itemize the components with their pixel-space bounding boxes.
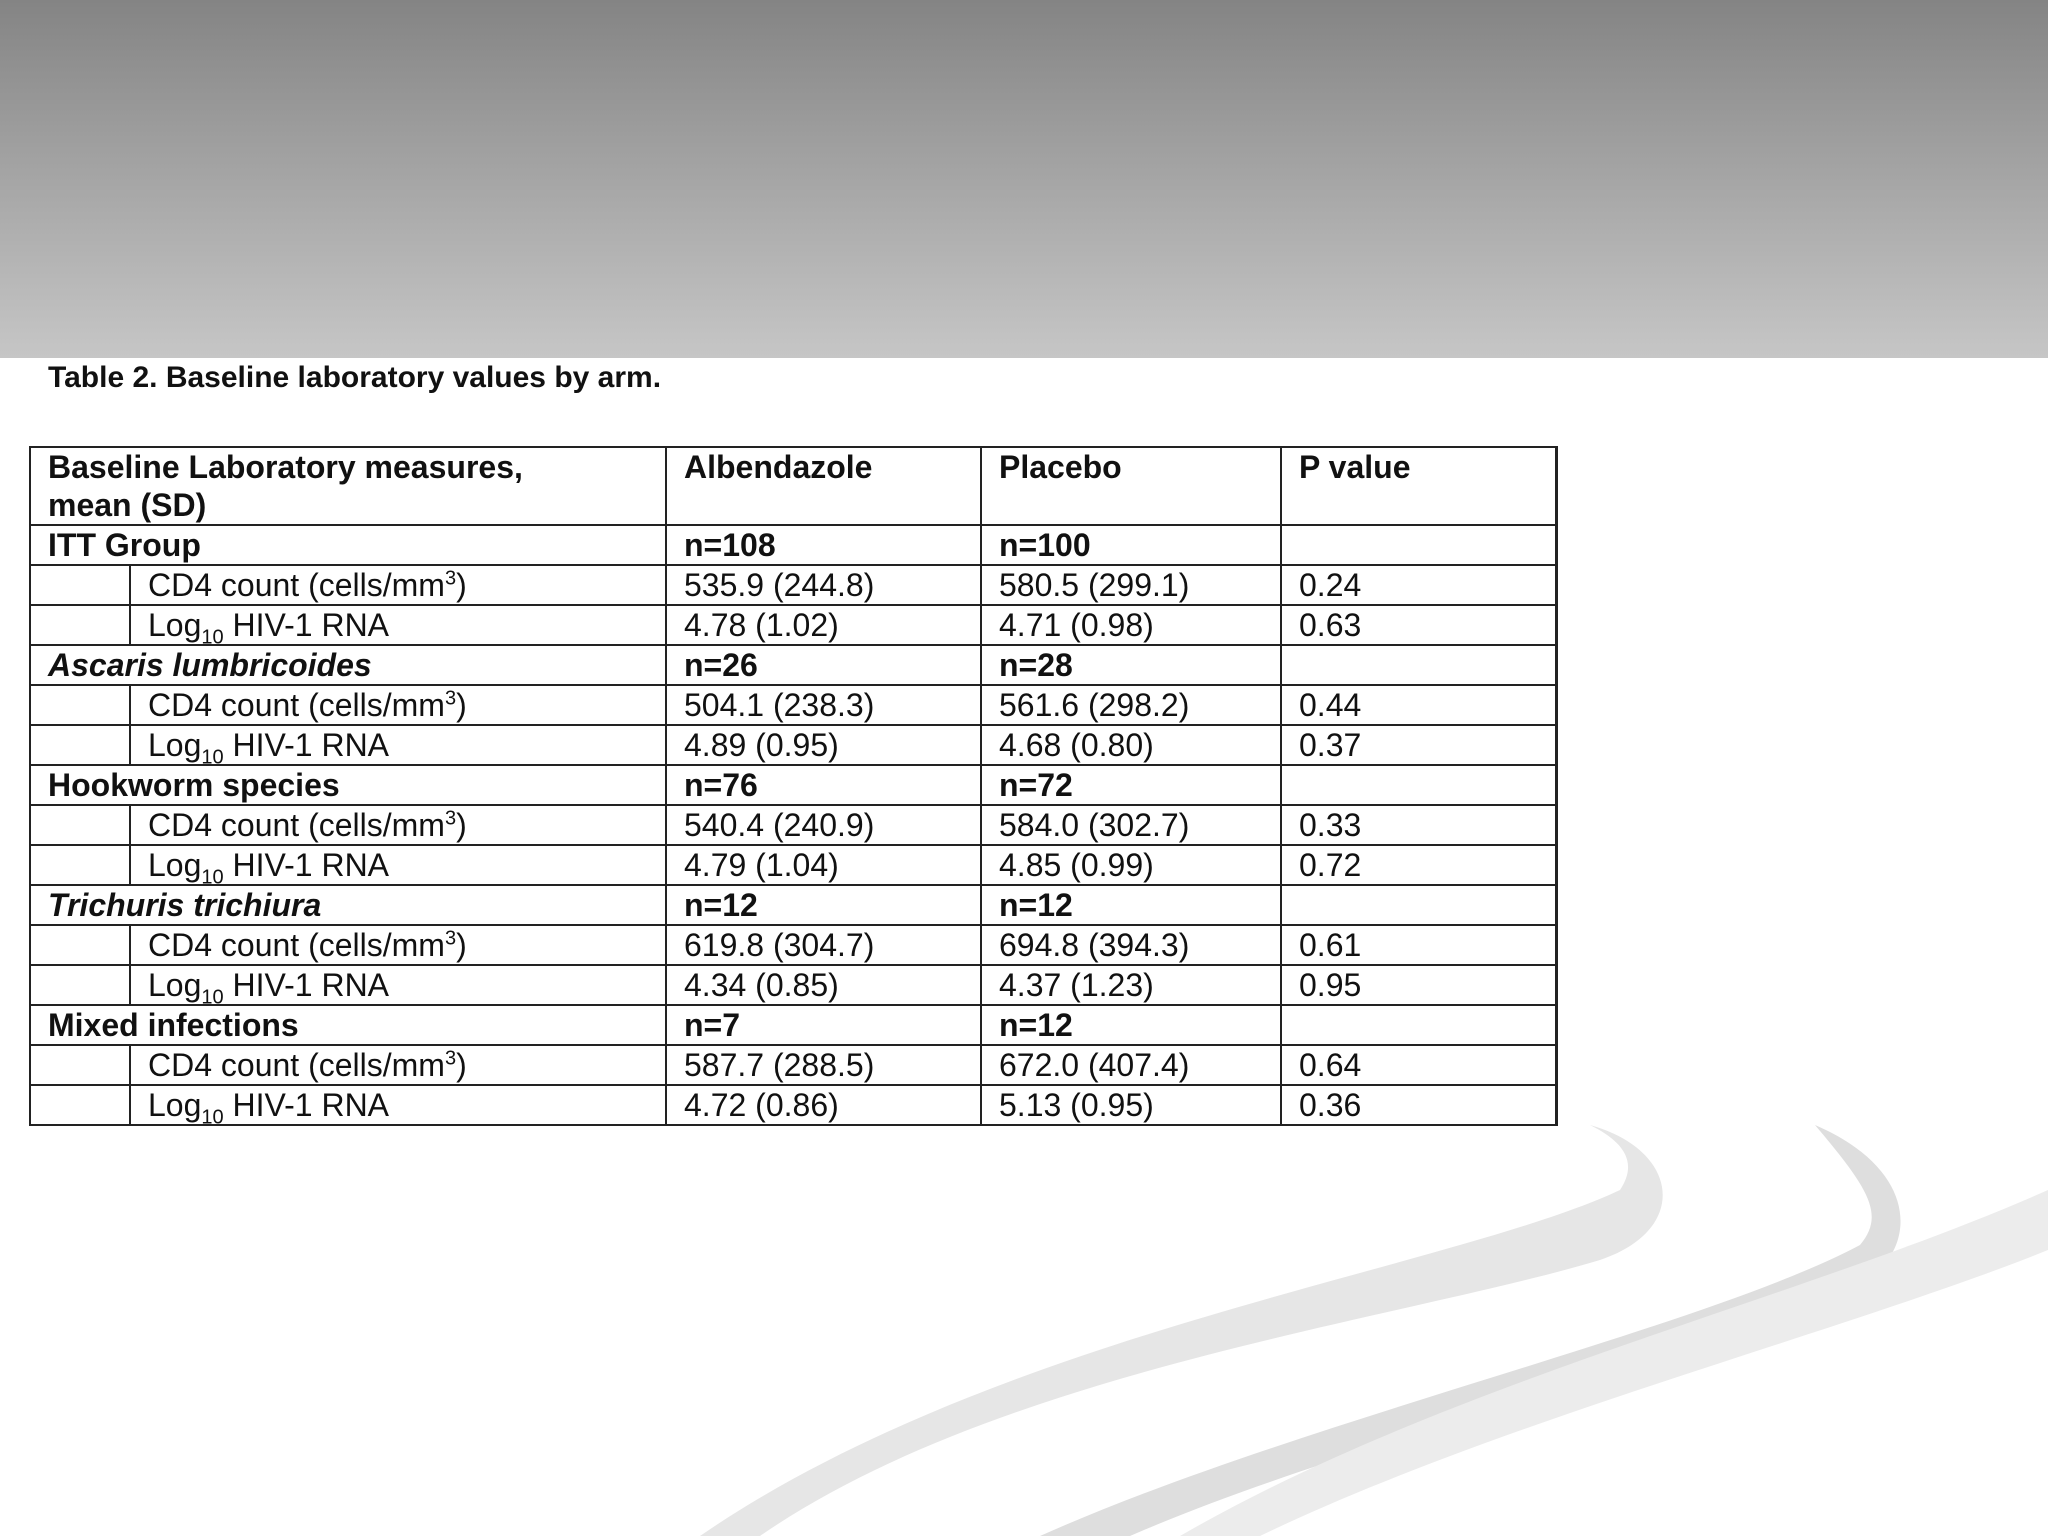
table-row-rna [30, 605, 1556, 645]
group-n-albendazole: n=108 [666, 525, 981, 565]
group-p-empty [1281, 885, 1556, 925]
baseline-lab-table [29, 446, 1558, 1126]
rna-label-prefix: Log [148, 967, 202, 1003]
group-p-empty [1281, 765, 1556, 805]
table-row-rna [30, 725, 1556, 765]
rna-label [130, 965, 666, 1005]
table-row-rna [30, 845, 1556, 885]
cd4-label-prefix: CD4 count (cells/mm [148, 927, 445, 963]
group-name: Mixed infections [30, 1005, 666, 1045]
cd4-label [130, 685, 666, 725]
cd4-placebo-value: 561.6 (298.2) [981, 685, 1281, 725]
cd4-p-value: 0.33 [1281, 805, 1556, 845]
cd4-albendazole-value: 587.7 (288.5) [666, 1045, 981, 1085]
rna-albendazole-value: 4.72 (0.86) [666, 1085, 981, 1125]
group-n-placebo: n=28 [981, 645, 1281, 685]
header-placebo: Placebo [981, 447, 1281, 525]
rna-label-suffix: HIV-1 RNA [223, 727, 390, 763]
rna-placebo-value: 5.13 (0.95) [981, 1085, 1281, 1125]
table-row-rna [30, 1085, 1556, 1125]
rna-p-value: 0.36 [1281, 1085, 1556, 1125]
cd4-label-sup: 3 [444, 927, 457, 950]
cd4-albendazole-value: 504.1 (238.3) [666, 685, 981, 725]
indent-cell [30, 725, 130, 765]
cd4-label-sup: 3 [444, 567, 457, 590]
group-n-placebo: n=12 [981, 1005, 1281, 1045]
rna-albendazole-value: 4.79 (1.04) [666, 845, 981, 885]
rna-label [130, 1085, 666, 1125]
cd4-placebo-value: 580.5 (299.1) [981, 565, 1281, 605]
indent-cell [30, 925, 130, 965]
cd4-placebo-value: 694.8 (394.3) [981, 925, 1281, 965]
group-n-albendazole: n=76 [666, 765, 981, 805]
rna-label-suffix: HIV-1 RNA [223, 967, 390, 1003]
cd4-label-suffix: ) [456, 567, 467, 603]
cd4-label-suffix: ) [456, 1047, 467, 1083]
indent-cell [30, 1045, 130, 1085]
table-row-group [30, 1005, 1556, 1045]
cd4-label [130, 805, 666, 845]
group-n-albendazole: n=7 [666, 1005, 981, 1045]
group-n-albendazole: n=12 [666, 885, 981, 925]
rna-label [130, 845, 666, 885]
rna-label-sub: 10 [201, 746, 224, 765]
rna-albendazole-value: 4.34 (0.85) [666, 965, 981, 1005]
table-title: Table 2. Baseline laboratory values by arm. [48, 361, 662, 394]
header-p-value: P value [1281, 447, 1556, 525]
header-albendazole: Albendazole [666, 447, 981, 525]
rna-label [130, 605, 666, 645]
table-row-cd4 [30, 565, 1556, 605]
cd4-label [130, 565, 666, 605]
rna-p-value: 0.37 [1281, 725, 1556, 765]
table-row-group [30, 525, 1556, 565]
rna-label-sub: 10 [201, 1106, 224, 1125]
indent-cell [30, 605, 130, 645]
rna-label [130, 725, 666, 765]
rna-label-prefix: Log [148, 1087, 202, 1123]
rna-label-sub: 10 [201, 626, 224, 645]
table-row-group [30, 885, 1556, 925]
cd4-p-value: 0.64 [1281, 1045, 1556, 1085]
cd4-albendazole-value: 535.9 (244.8) [666, 565, 981, 605]
rna-placebo-value: 4.85 (0.99) [981, 845, 1281, 885]
cd4-label-suffix: ) [456, 927, 467, 963]
group-name: Hookworm species [30, 765, 666, 805]
group-p-empty [1281, 645, 1556, 685]
rna-p-value: 0.95 [1281, 965, 1556, 1005]
table-row-group [30, 765, 1556, 805]
rna-label-suffix: HIV-1 RNA [223, 847, 390, 883]
header-label-line1: Baseline Laboratory measures, [48, 449, 523, 485]
rna-label-prefix: Log [148, 847, 202, 883]
cd4-albendazole-value: 619.8 (304.7) [666, 925, 981, 965]
group-n-albendazole: n=26 [666, 645, 981, 685]
cd4-p-value: 0.44 [1281, 685, 1556, 725]
cd4-placebo-value: 672.0 (407.4) [981, 1045, 1281, 1085]
cd4-label [130, 1045, 666, 1085]
group-name: ITT Group [30, 525, 666, 565]
indent-cell [30, 685, 130, 725]
cd4-label-sup: 3 [444, 1047, 457, 1070]
header-label-line2: mean (SD) [48, 487, 207, 523]
rna-label-prefix: Log [148, 607, 202, 643]
cd4-label-suffix: ) [456, 687, 467, 723]
table-row-cd4 [30, 1045, 1556, 1085]
cd4-label-prefix: CD4 count (cells/mm [148, 567, 445, 603]
indent-cell [30, 1085, 130, 1125]
group-n-placebo: n=100 [981, 525, 1281, 565]
group-p-empty [1281, 1005, 1556, 1045]
indent-cell [30, 845, 130, 885]
table-row-group [30, 645, 1556, 685]
group-p-empty [1281, 525, 1556, 565]
rna-placebo-value: 4.71 (0.98) [981, 605, 1281, 645]
cd4-label-prefix: CD4 count (cells/mm [148, 1047, 445, 1083]
rna-label-sub: 10 [201, 986, 224, 1005]
indent-cell [30, 805, 130, 845]
rna-albendazole-value: 4.78 (1.02) [666, 605, 981, 645]
rna-label-sub: 10 [201, 866, 224, 885]
rna-placebo-value: 4.37 (1.23) [981, 965, 1281, 1005]
table-row-cd4 [30, 685, 1556, 725]
rna-placebo-value: 4.68 (0.80) [981, 725, 1281, 765]
group-n-placebo: n=12 [981, 885, 1281, 925]
group-name: Ascaris lumbricoides [30, 645, 666, 685]
indent-cell [30, 565, 130, 605]
header-label-cell [30, 447, 666, 525]
cd4-label-suffix: ) [456, 807, 467, 843]
table-row-rna [30, 965, 1556, 1005]
cd4-label-sup: 3 [444, 807, 457, 830]
cd4-placebo-value: 584.0 (302.7) [981, 805, 1281, 845]
cd4-p-value: 0.24 [1281, 565, 1556, 605]
rna-label-suffix: HIV-1 RNA [223, 1087, 390, 1123]
rna-p-value: 0.63 [1281, 605, 1556, 645]
rna-albendazole-value: 4.89 (0.95) [666, 725, 981, 765]
table-row-cd4 [30, 805, 1556, 845]
cd4-label [130, 925, 666, 965]
cd4-label-prefix: CD4 count (cells/mm [148, 687, 445, 723]
indent-cell [30, 965, 130, 1005]
table-row-cd4 [30, 925, 1556, 965]
rna-p-value: 0.72 [1281, 845, 1556, 885]
group-n-placebo: n=72 [981, 765, 1281, 805]
rna-label-prefix: Log [148, 727, 202, 763]
cd4-p-value: 0.61 [1281, 925, 1556, 965]
rna-label-suffix: HIV-1 RNA [223, 607, 390, 643]
cd4-label-sup: 3 [444, 687, 457, 710]
group-name: Trichuris trichiura [30, 885, 666, 925]
cd4-albendazole-value: 540.4 (240.9) [666, 805, 981, 845]
table-header-row [30, 447, 1556, 525]
cd4-label-prefix: CD4 count (cells/mm [148, 807, 445, 843]
